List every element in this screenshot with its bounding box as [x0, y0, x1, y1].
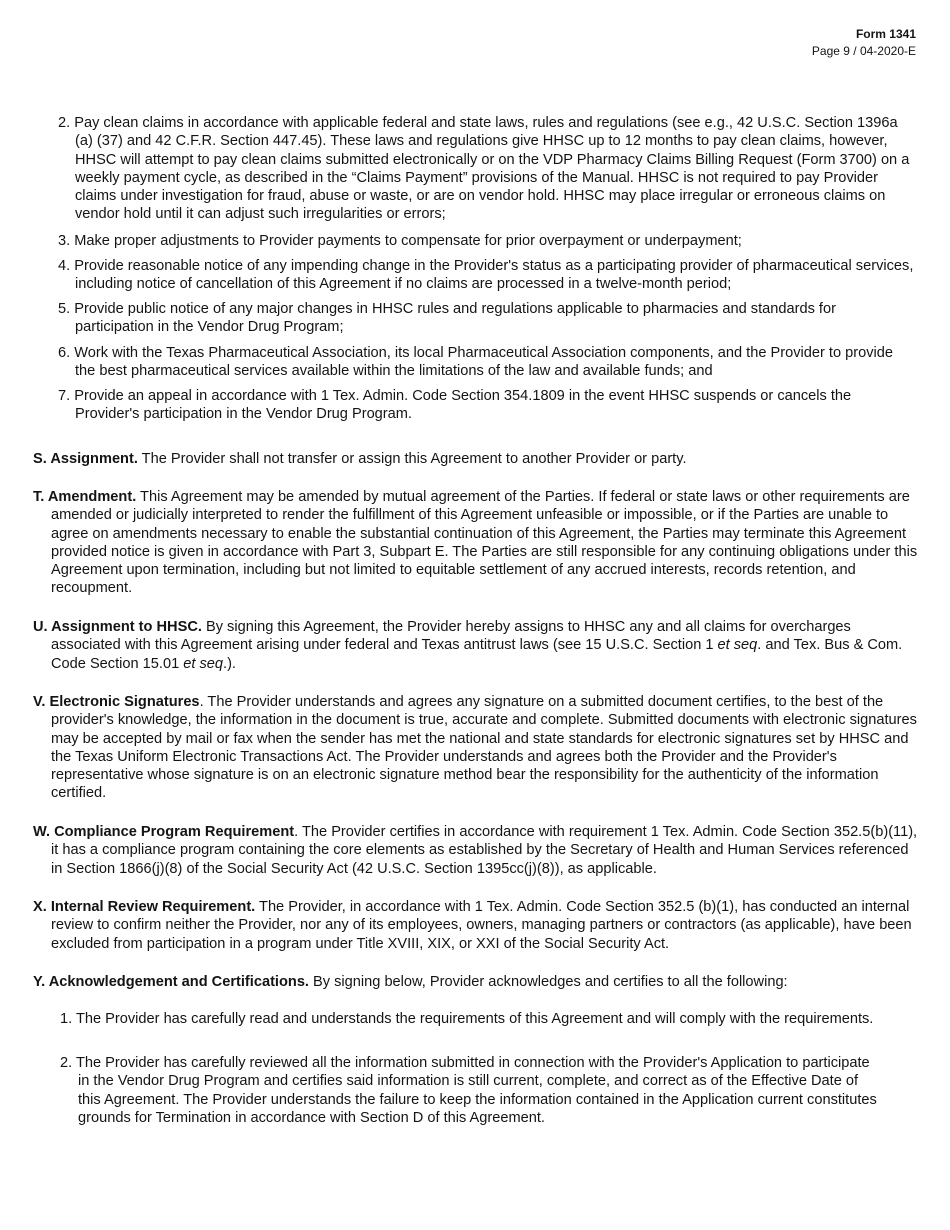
section-title: Assignment to HHSC.	[51, 619, 202, 635]
section-letter: X.	[33, 899, 47, 915]
section-text: . and Tex. Bus & Com. Code Section 15.01	[51, 637, 903, 672]
list-number: 2.	[58, 115, 71, 131]
list-text: The Provider has carefully reviewed all the information submitted in connection with the Provider's Application to participate in the Vendor Drug Program and certifies said information is still current, complete, and correct as of the Effective Date of this Agreement. The Provider understands the failure to keep the information contained in the Application current constitutes grounds for Termination in accordance with Section D of this Agreement.	[75, 1055, 877, 1126]
section-title: Acknowledgement and Certifications.	[48, 974, 309, 990]
page-header	[812, 26, 916, 60]
section-title: Assignment.	[50, 451, 138, 467]
list-item	[58, 114, 916, 224]
list-number: 6.	[58, 345, 71, 361]
section-text-italic: et seq	[183, 655, 224, 672]
list-item	[58, 232, 916, 250]
list-item	[58, 387, 916, 424]
section-text: . The Provider certifies in accordance with requirement 1 Tex. Admin. Code Section 352.5(b)(11), it has a compliance program containing the core elements as established by the Secretary of Health and Human Services referenced in Section 1866(j)(8) of the Social Security Act (42 U.S.C. Section 1395cc(j)(8)), as applicable.	[51, 824, 918, 877]
list-text: Provide public notice of any major changes in HHSC rules and regulations applicable to pharmacies and standards for participation in the Vendor Drug Program;	[74, 301, 836, 336]
section-u-assignment-to-hhsc	[33, 618, 921, 673]
page-number: Page 9 / 04-2020-E	[811, 44, 916, 58]
list-number: 2.	[60, 1055, 73, 1071]
section-title: Compliance Program Requirement	[54, 824, 295, 840]
section-w-compliance-program	[33, 823, 921, 878]
list-item	[60, 1054, 880, 1127]
section-text: This Agreement may be amended by mutual agreement of the Parties. If federal or state laws or other requirements are amended or judicially interpreted to render the fulfillment of this Agreement unfeasible or impossible, or if the Parties are unable to agree on amendments necessary to enable the substantial continuation of this Agreement, the Parties may terminate this Agreement provided notice is given in accordance with Part 3, Subpart E. The Parties are still responsible for any continuing obligations under this Agreement upon termination, including but not limited to equitable settlement of any accrued interests, records retention, and recoupment.	[51, 489, 918, 597]
section-title: Internal Review Requirement.	[50, 899, 256, 915]
section-text: The Provider, in accordance with 1 Tex. Admin. Code Section 352.5 (b)(1), has conducted an internal review to confirm neither the Provider, nor any of its employees, owners, managing partners or contractors (as applicable), have been excluded from participation in a program under Title XVIII, XIX, or XXI of the Social Security Act.	[51, 899, 912, 952]
section-title: Amendment.	[47, 489, 137, 505]
list-number: 7.	[58, 388, 71, 404]
list-text: Provide reasonable notice of any impending change in the Provider's status as a participating provider of pharmaceutical services, including notice of cancellation of this Agreement if no claims are processed in a twelve-month period;	[74, 258, 914, 293]
section-x-internal-review	[33, 898, 921, 953]
section-text: .).	[223, 655, 236, 672]
list-text: The Provider has carefully read and understands the requirements of this Agreement and will comply with the requirements.	[75, 1011, 874, 1027]
section-letter: S.	[33, 451, 47, 467]
section-title: Electronic Signatures	[49, 694, 200, 710]
list-text: Pay clean claims in accordance with applicable federal and state laws, rules and regulations (see e.g., 42 U.S.C. Section 1396a (a) (37) and 42 C.F.R. Section 447.45). These laws and regulations give HHSC up to 12 months to pay clean claims, however, HHSC will attempt to pay clean claims submitted electronically or on the VDP Pharmacy Claims Billing Request (Form 3700) on a weekly payment cycle, as described in the “Claims Payment” provisions of the Manual. HHSC is not required to pay Provider claims under investigation for fraud, abuse or waste, or are on vendor hold. HHSC may place irregular or erroneous claims on vendor hold until it can adjust such irregularities or errors;	[74, 115, 910, 223]
list-number: 5.	[58, 301, 71, 317]
section-text: The Provider shall not transfer or assign this Agreement to another Provider or party.	[137, 451, 687, 467]
section-letter: Y.	[33, 974, 46, 990]
list-item	[58, 257, 916, 294]
section-text: . The Provider understands and agrees any signature on a submitted document certifies, to the best of the provider's knowledge, the information in the document is true, accurate and complete. Submitted documents with electronic signatures may be accepted by mail or fax when the sender has met the national and state standards for electronic signatures set by HHSC and the Texas Uniform Electronic Transactions Act. The Provider understands and agrees both the Provider and the Provider's representative whose signature is on an electronic signature method bear the responsibility for the authenticity of the information certified.	[51, 694, 917, 802]
list-text: Work with the Texas Pharmaceutical Association, its local Pharmaceutical Association components, and the Provider to provide the best pharmaceutical services available within the limitations of the law and available funds; and	[74, 345, 893, 380]
form-number: Form 1341	[855, 27, 916, 41]
section-letter: T.	[33, 489, 45, 505]
section-s-assignment	[33, 450, 921, 468]
list-item	[58, 344, 916, 381]
list-text: Make proper adjustments to Provider payments to compensate for prior overpayment or underpayment;	[74, 233, 742, 249]
section-text-italic: et seq	[717, 637, 758, 654]
section-y-acknowledgement	[33, 973, 921, 991]
list-number: 1.	[60, 1011, 73, 1027]
section-letter: V.	[33, 694, 46, 710]
list-number: 4.	[58, 258, 71, 274]
list-text: Provide an appeal in accordance with 1 Tex. Admin. Code Section 354.1809 in the event HHSC suspends or cancels the Provider's participation in the Vendor Drug Program.	[74, 388, 852, 423]
list-number: 3.	[58, 233, 71, 249]
section-letter: W.	[33, 824, 51, 840]
section-text: By signing this Agreement, the Provider hereby assigns to HHSC any and all claims for overcharges associated with this Agreement arising under federal and Texas antitrust laws (see 15 U.S.C. Section 1	[51, 619, 851, 654]
section-v-electronic-signatures	[33, 693, 921, 803]
section-letter: U.	[33, 619, 48, 635]
section-t-amendment	[33, 488, 921, 598]
list-item	[58, 300, 916, 337]
section-text: By signing below, Provider acknowledges and certifies to all the following:	[309, 974, 788, 990]
list-item	[60, 1010, 880, 1028]
